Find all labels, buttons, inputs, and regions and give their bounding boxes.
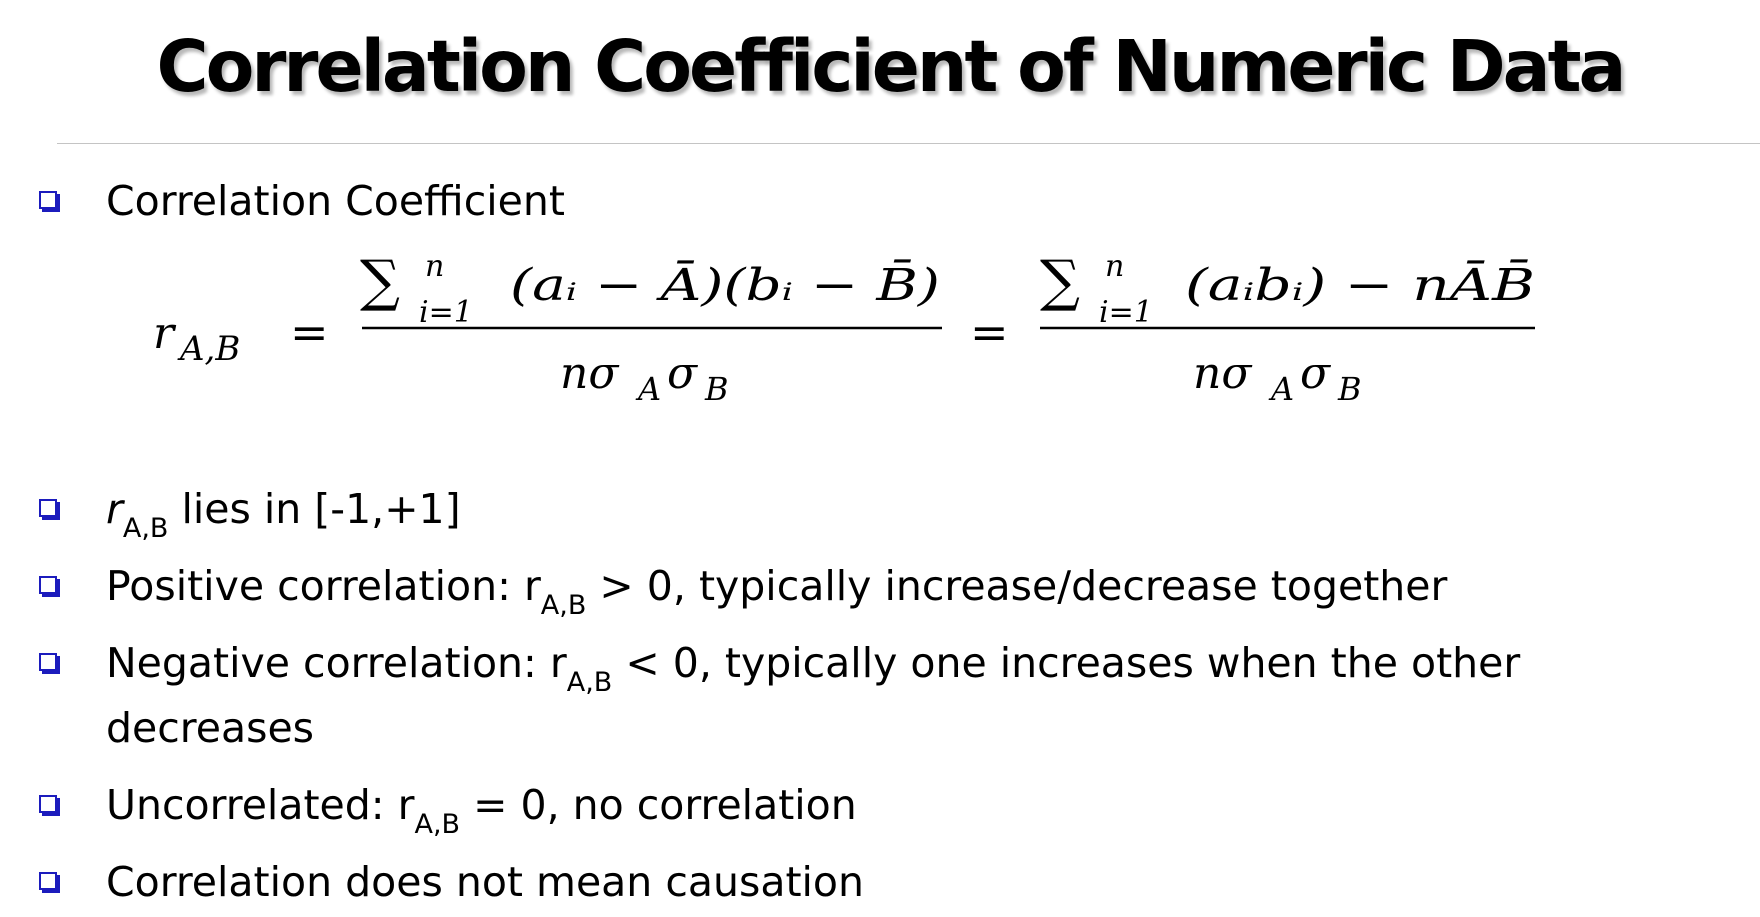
formula-frac1-den-sub1: A (638, 370, 662, 408)
bullet-positive-sub: A,B (540, 590, 587, 621)
bullet-causation: Correlation does not mean causation (106, 858, 864, 906)
bullet-range (106, 484, 461, 544)
formula-frac2-den-sigma2: σ (1300, 348, 1331, 399)
formula-frac1-den: nσ (560, 348, 619, 399)
bullet-marker-icon (39, 191, 57, 209)
formula-frac2-den-sub2: B (1338, 370, 1362, 408)
formula-frac1-den-sigma2: σ (667, 348, 698, 399)
bullet-uncorrelated-post: = 0, no correlation (460, 781, 857, 829)
bullet-range-var: r (106, 485, 123, 533)
bullet-uncorrelated-sub: A,B (414, 809, 461, 840)
slide-title: Correlation Coefficient of Numeric Data (156, 25, 1624, 108)
bullet-marker-icon (39, 653, 57, 671)
bullet-negative-var: r (549, 639, 567, 687)
bullet-correlation-coefficient: Correlation Coefficient (106, 177, 565, 225)
bullet-positive (106, 561, 1448, 621)
bullet-positive-pre: Positive correlation: (106, 562, 524, 610)
formula-equals-2: = (970, 305, 1009, 359)
formula-frac2-sub: i=1 (1099, 295, 1153, 330)
title-divider (57, 143, 1760, 144)
bullet-range-post: lies in [-1,+1] (168, 485, 461, 533)
formula-lhs-sub: A,B (180, 329, 241, 369)
formula-frac1-sup: n (425, 249, 445, 284)
bullet-positive-var: r (523, 562, 541, 610)
bullet-range-sub: A,B (122, 513, 169, 544)
bullet-positive-post: > 0, typically increase/decrease together (586, 562, 1448, 610)
bullet-uncorrelated-var: r (397, 781, 415, 829)
bullet-negative-sub: A,B (566, 667, 613, 698)
formula-frac1-numerator: (aᵢ − Ā)(bᵢ − B̄) (510, 260, 845, 311)
bullet-negative (106, 638, 1521, 698)
formula-equals-1: = (290, 305, 329, 359)
bullet-negative-post: < 0, typically one increases when the other (612, 639, 1521, 687)
formula-frac2-den-sub1: A (1271, 370, 1295, 408)
formula-frac2-den: nσ (1193, 348, 1252, 399)
bullet-uncorrelated (106, 780, 857, 840)
formula-frac1-sub: i=1 (419, 295, 473, 330)
bullet-marker-icon (39, 499, 57, 517)
formula-frac1-sum: ∑ (360, 249, 400, 314)
formula-frac2-sup: n (1105, 249, 1125, 284)
bullet-marker-icon (39, 576, 57, 594)
bullet-negative-pre: Negative correlation: (106, 639, 550, 687)
formula-lhs-var: r (153, 308, 175, 359)
formula-frac2-numerator: (aᵢbᵢ) − nĀB̄ (1185, 260, 1449, 311)
bullet-marker-icon (39, 872, 57, 890)
bullet-uncorrelated-pre: Uncorrelated: (106, 781, 398, 829)
bullet-marker-icon (39, 795, 57, 813)
formula-frac2-sum: ∑ (1040, 249, 1080, 314)
bullet-negative-continuation: decreases (106, 704, 315, 752)
formula-frac1-den-sub2: B (705, 370, 729, 408)
